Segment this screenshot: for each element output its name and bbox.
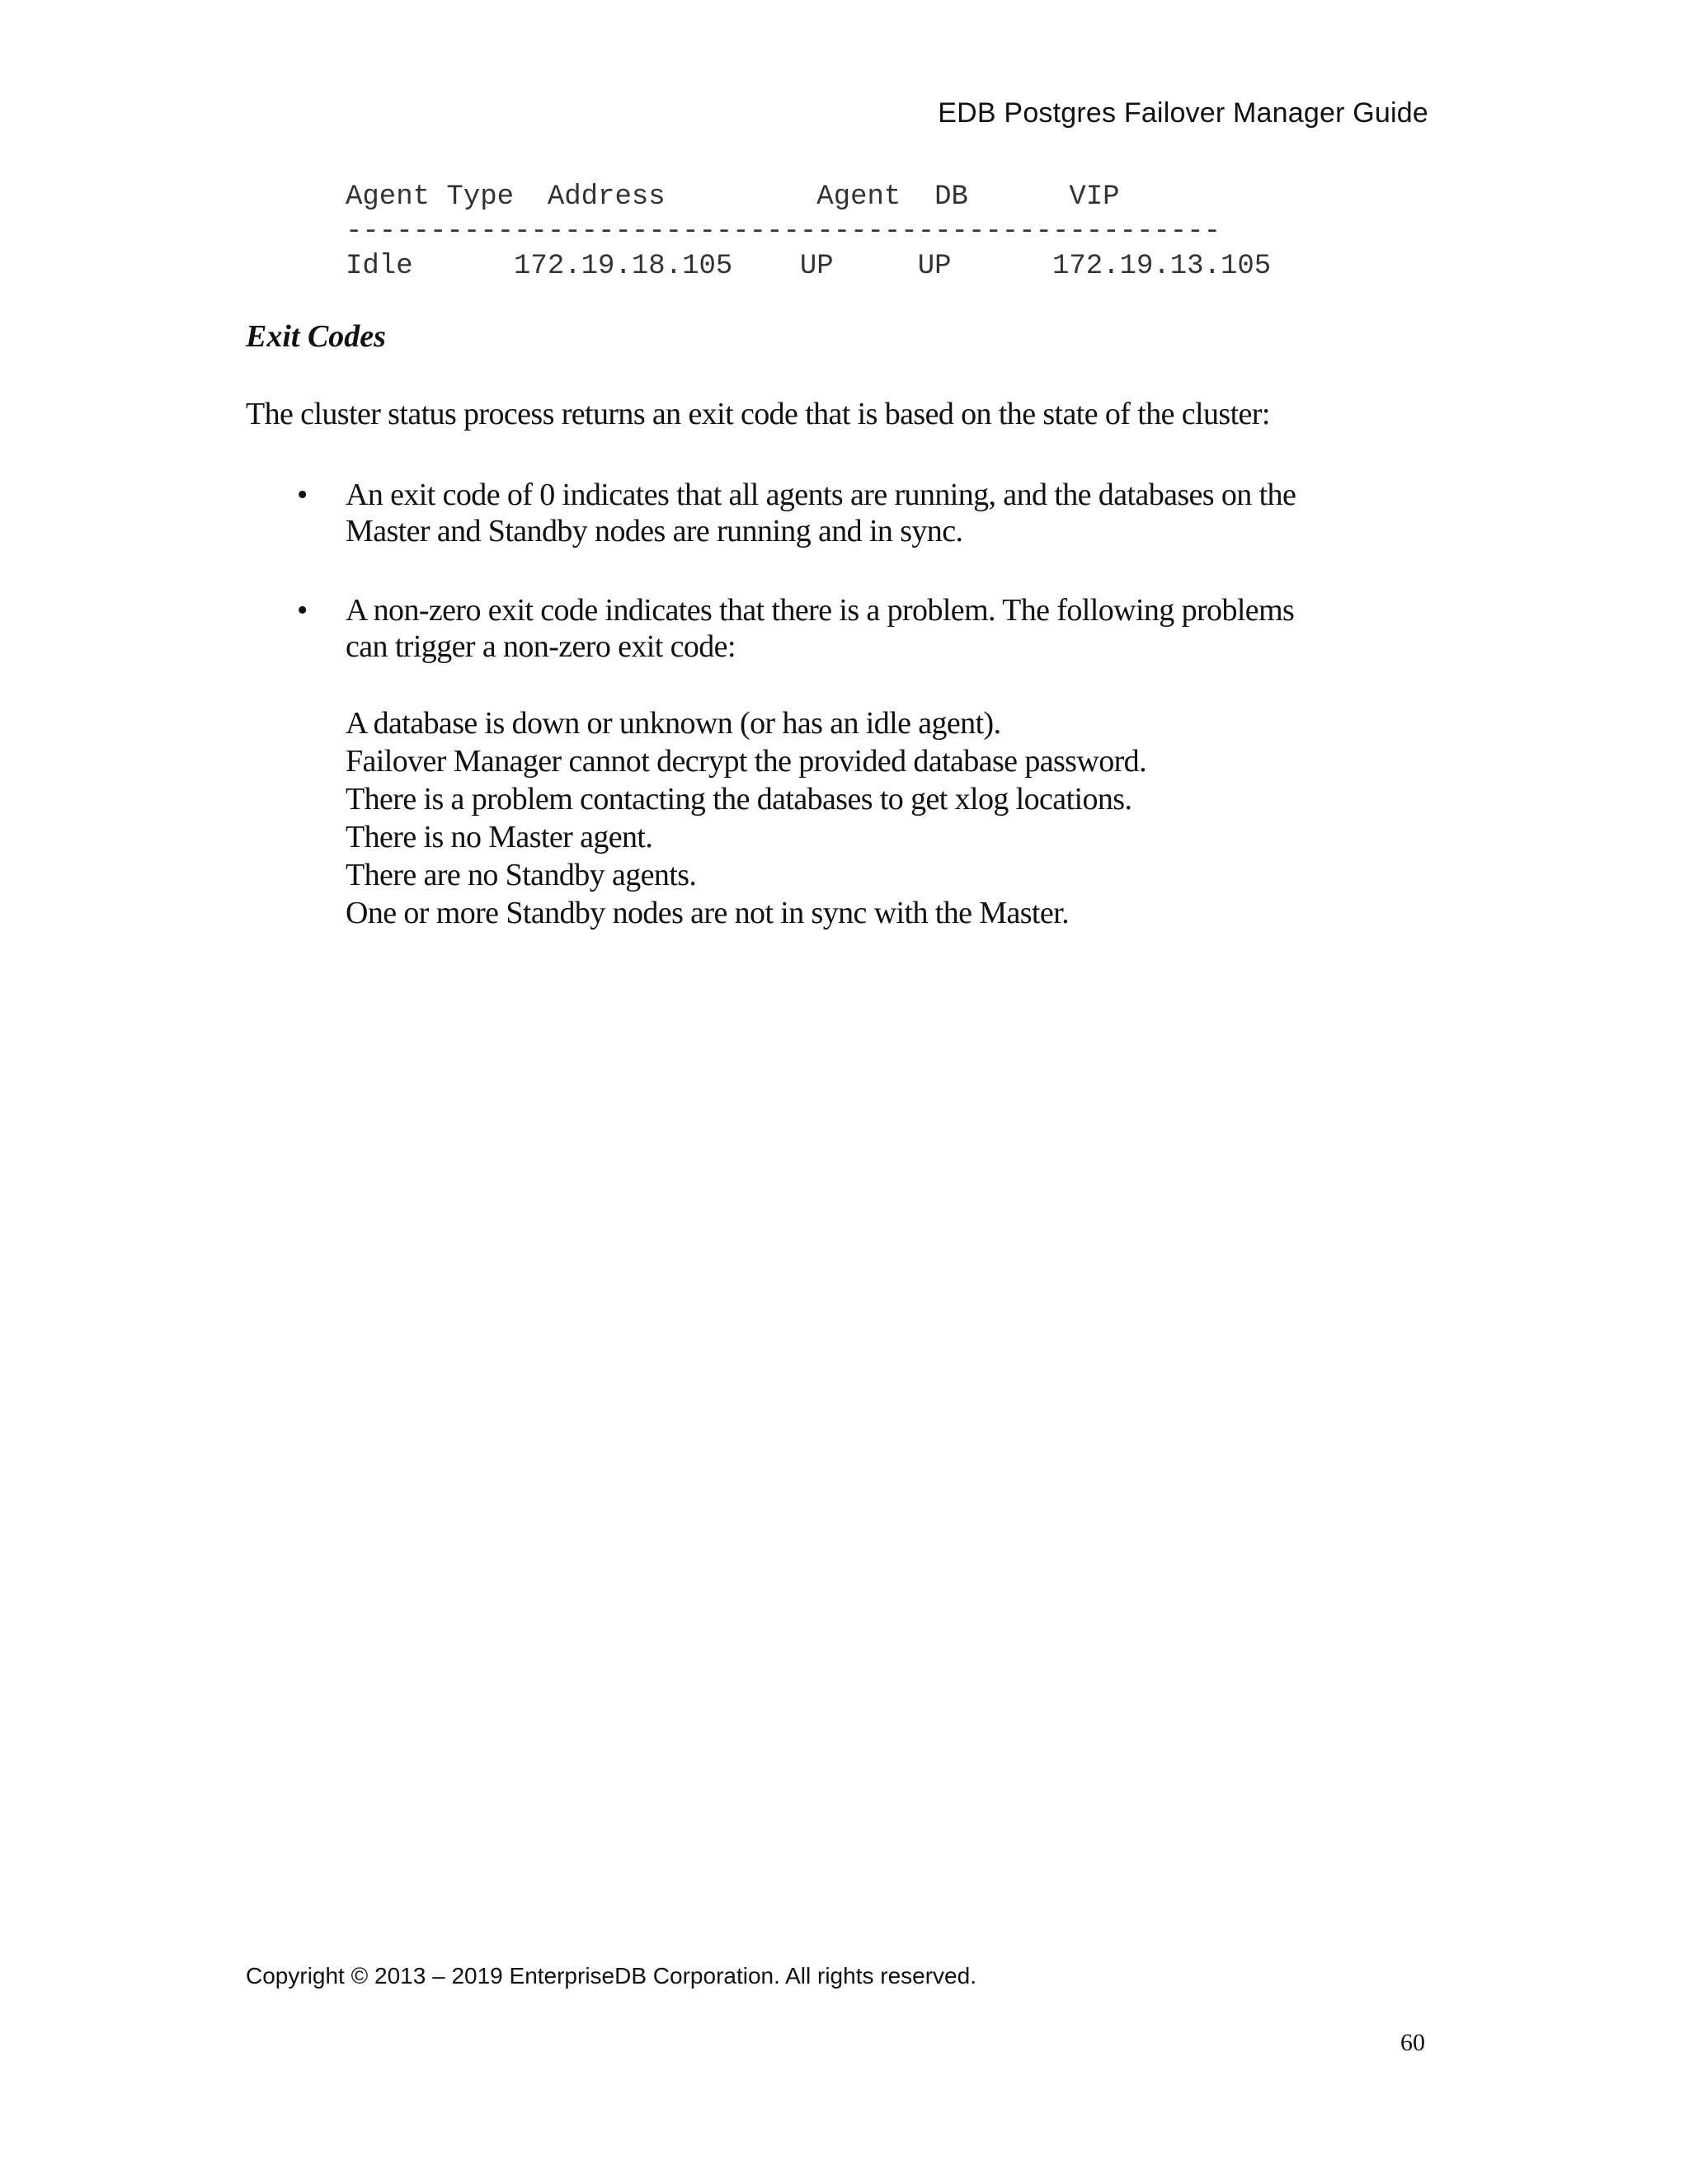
- code-header-row: Agent Type Address Agent DB VIP: [346, 181, 1120, 213]
- intro-paragraph: The cluster status process returns an exit code that is based on the state of the cluster:: [246, 397, 1270, 431]
- code-separator: ----------------------------------------------------: [346, 216, 1221, 247]
- problem-item: One or more Standby nodes are not in sync with the Master.: [346, 896, 1070, 930]
- bullet-line: can trigger a non-zero exit code:: [346, 629, 736, 664]
- bullet-line: A non-zero exit code indicates that there is a problem. The following problems: [346, 593, 1295, 628]
- bullet-text: [346, 477, 1296, 549]
- page-number: 60: [1400, 2029, 1425, 2056]
- problem-item: A database is down or unknown (or has an idle agent).: [346, 706, 1001, 741]
- section-heading: Exit Codes: [246, 319, 386, 354]
- cluster-status-output: [346, 180, 1271, 284]
- bullet-line: An exit code of 0 indicates that all agents are running, and the databases on the: [346, 478, 1296, 512]
- bullet-text: [346, 592, 1294, 665]
- problem-item: Failover Manager cannot decrypt the provided database password.: [346, 744, 1146, 779]
- problem-item: There are no Standby agents.: [346, 858, 697, 892]
- bullet-dot-icon: •: [297, 593, 308, 628]
- bullet-line: Master and Standby nodes are running and in sync.: [346, 514, 963, 548]
- running-header: EDB Postgres Failover Manager Guide: [938, 97, 1428, 129]
- problem-item: There is no Master agent.: [346, 820, 653, 854]
- footer-copyright: Copyright © 2013 – 2019 EnterpriseDB Corporation. All rights reserved.: [246, 1963, 976, 1989]
- bullet-dot-icon: •: [297, 478, 308, 512]
- problem-list: [346, 704, 1146, 932]
- code-data-row: Idle 172.19.18.105 UP UP 172.19.13.105: [346, 251, 1272, 282]
- problem-item: There is a problem contacting the databases to get xlog locations.: [346, 782, 1132, 817]
